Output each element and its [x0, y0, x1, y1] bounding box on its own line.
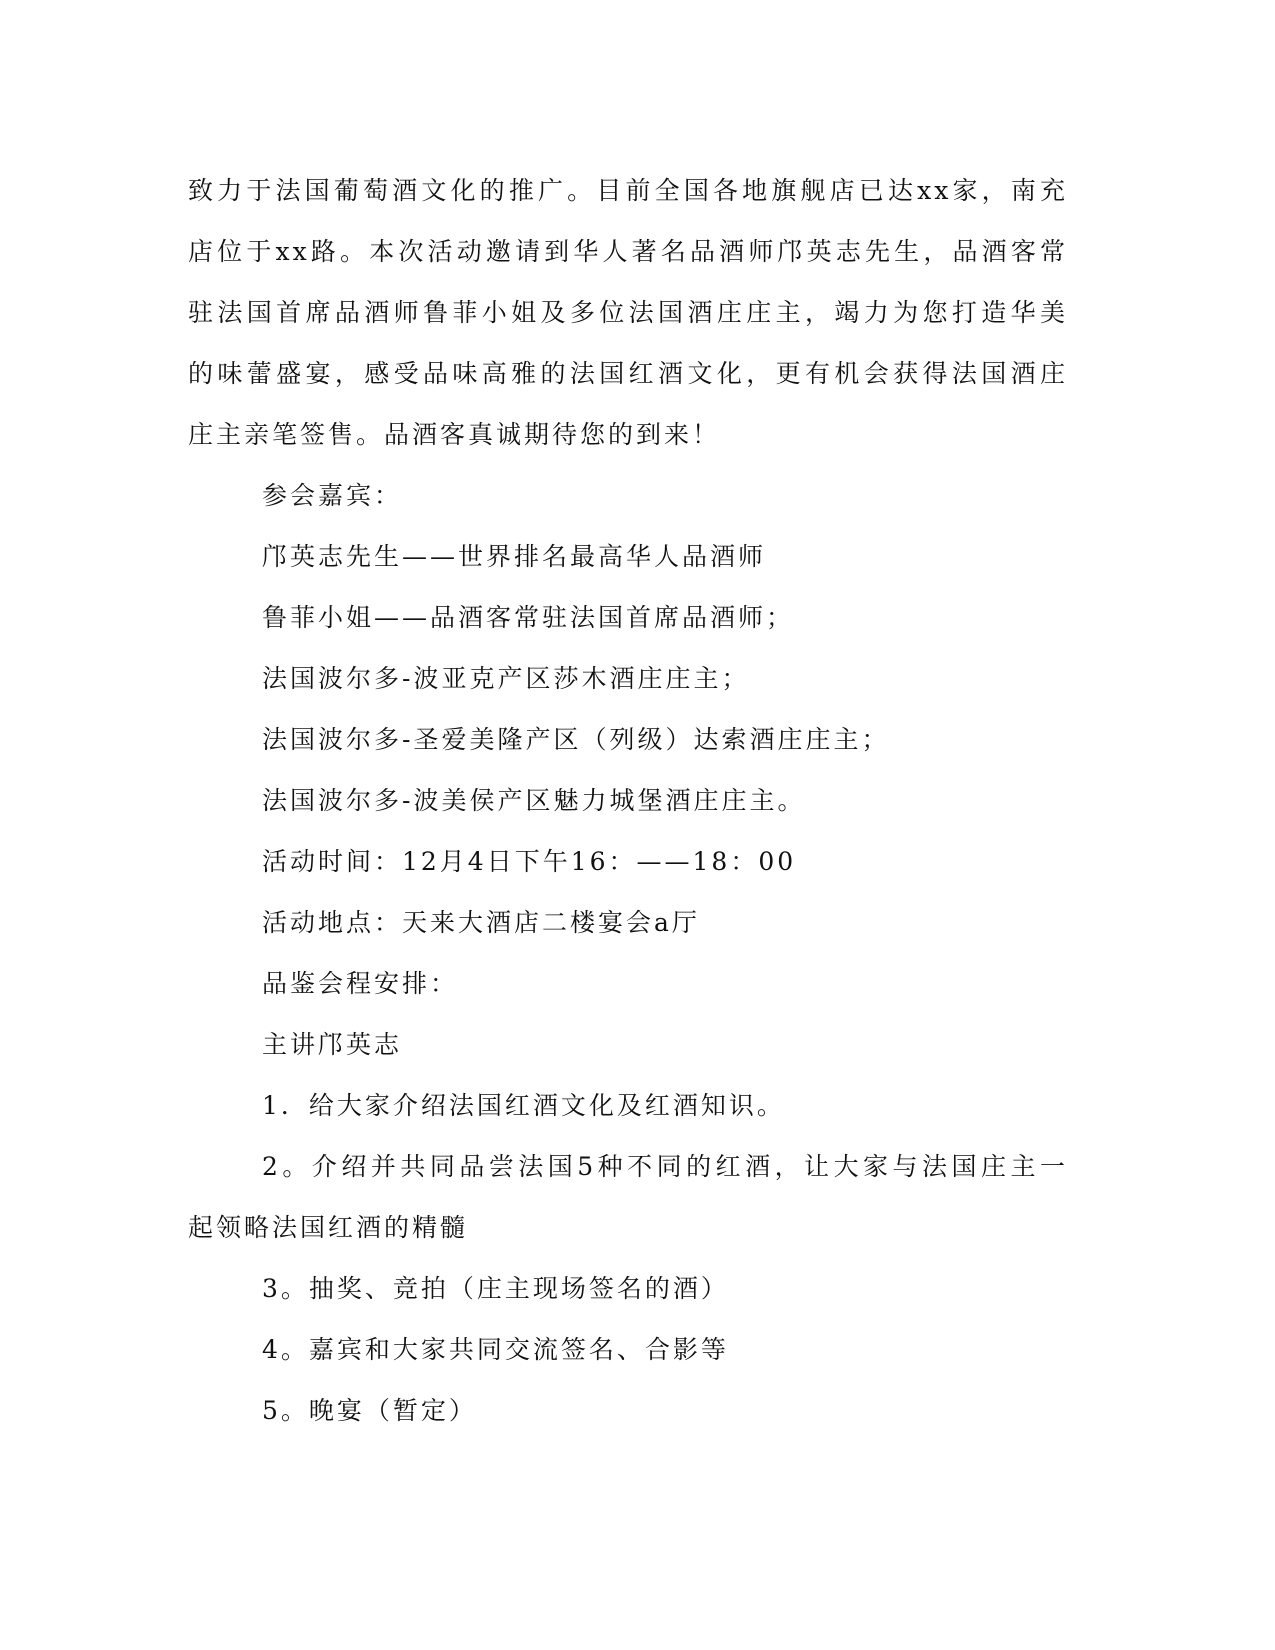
speaker-line: 主讲邝英志 — [262, 1030, 403, 1059]
schedule-item: 3。抽奖、竞拍（庄主现场签名的酒） — [262, 1274, 729, 1303]
guest-item: 法国波尔多-圣爱美隆产区（列级）达索酒庄庄主； — [262, 725, 890, 754]
schedule-item: 1．给大家介绍法国红酒文化及红酒知识。 — [262, 1091, 785, 1120]
intro-paragraph-line: 驻法国首席品酒师鲁菲小姐及多位法国酒庄庄主，竭力为您打造华美 — [188, 298, 1068, 327]
schedule-item-continuation: 起领略法国红酒的精髓 — [188, 1213, 469, 1242]
guest-item: 法国波尔多-波美侯产区魅力城堡酒庄庄主。 — [262, 786, 806, 815]
document-body — [188, 160, 1068, 1441]
schedule-item: 2。介绍并共同品尝法国5种不同的红酒，让大家与法国庄主一 — [262, 1152, 1068, 1181]
intro-paragraph-line: 庄主亲笔签售。品酒客真诚期待您的到来！ — [188, 420, 721, 449]
event-time: 活动时间：12月4日下午16：——18：00 — [262, 847, 797, 876]
intro-paragraph-line: 致力于法国葡萄酒文化的推广。目前全国各地旗舰店已达xx家，南充 — [188, 176, 1068, 205]
schedule-item: 4。嘉宾和大家共同交流签名、合影等 — [262, 1335, 729, 1364]
intro-paragraph-line: 的味蕾盛宴，感受品味高雅的法国红酒文化，更有机会获得法国酒庄 — [188, 359, 1068, 388]
guest-item: 鲁菲小姐——品酒客常驻法国首席品酒师； — [262, 603, 795, 632]
guest-item: 邝英志先生——世界排名最高华人品酒师 — [262, 542, 767, 571]
schedule-item: 5。晚宴（暂定） — [262, 1396, 477, 1425]
schedule-heading: 品鉴会程安排： — [262, 969, 459, 998]
guest-item: 法国波尔多-波亚克产区莎木酒庄庄主； — [262, 664, 750, 693]
guests-heading: 参会嘉宾： — [262, 481, 403, 510]
event-location: 活动地点：天来大酒店二楼宴会a厅 — [262, 908, 700, 937]
intro-paragraph-line: 店位于xx路。本次活动邀请到华人著名品酒师邝英志先生，品酒客常 — [188, 237, 1068, 266]
